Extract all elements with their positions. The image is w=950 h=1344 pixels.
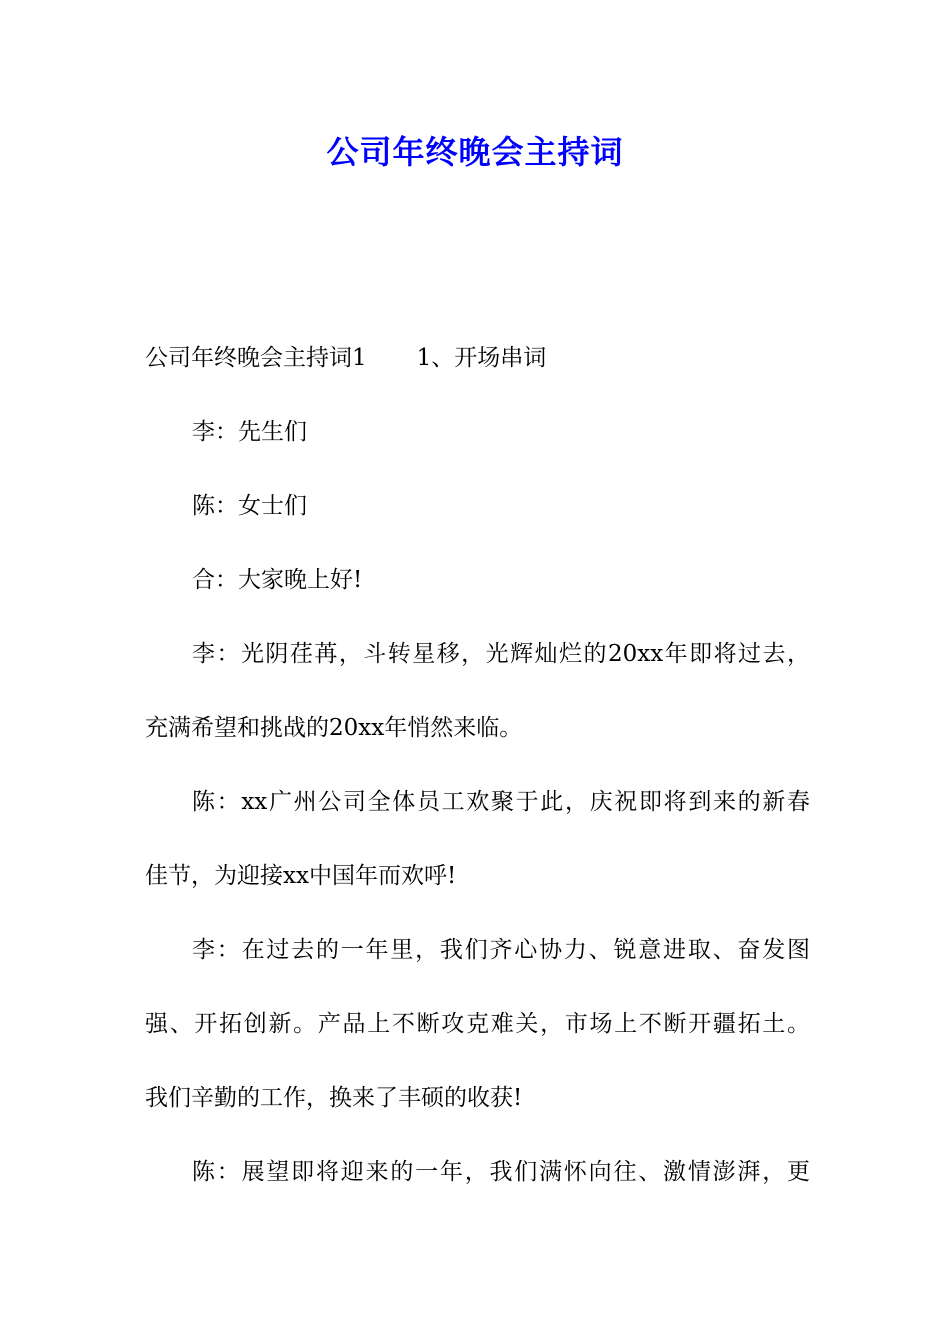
heading-left: 公司年终晚会主持词1 <box>145 345 367 371</box>
paragraph-line: 李：先生们 <box>192 419 307 445</box>
paragraph-line: 强、开拓创新。产品上不断攻克难关，市场上不断开疆拓土。 <box>145 1011 810 1037</box>
paragraph-line: 李：在过去的一年里，我们齐心协力、锐意进取、奋发图 <box>192 937 810 963</box>
document-title: 公司年终晚会主持词 <box>326 133 624 171</box>
paragraph <box>145 488 810 525</box>
paragraph <box>145 636 810 747</box>
paragraph-line: 李：光阴荏苒，斗转星移，光辉灿烂的20xx年即将过去， <box>192 641 810 667</box>
paragraph-line: 佳节，为迎接xx中国年而欢呼! <box>145 863 457 889</box>
paragraph <box>145 1154 810 1191</box>
heading-right: 1、开场串词 <box>416 345 547 371</box>
paragraph-line: 陈：xx广州公司全体员工欢聚于此，庆祝即将到来的新春 <box>192 789 810 815</box>
paragraph <box>145 562 810 599</box>
paragraph-line: 我们辛勤的工作，换来了丰硕的收获! <box>145 1085 523 1111</box>
paragraph-line: 合：大家晚上好! <box>192 567 363 593</box>
paragraph <box>145 414 810 451</box>
paragraph-line: 陈：展望即将迎来的一年，我们满怀向往、激情澎湃，更 <box>192 1159 810 1185</box>
heading-line <box>145 340 810 377</box>
document-body <box>145 340 810 1191</box>
paragraph-line: 充满希望和挑战的20xx年悄然来临。 <box>145 715 523 741</box>
paragraph-line: 陈：女士们 <box>192 493 307 519</box>
paragraph <box>145 932 810 1117</box>
paragraph <box>145 784 810 895</box>
